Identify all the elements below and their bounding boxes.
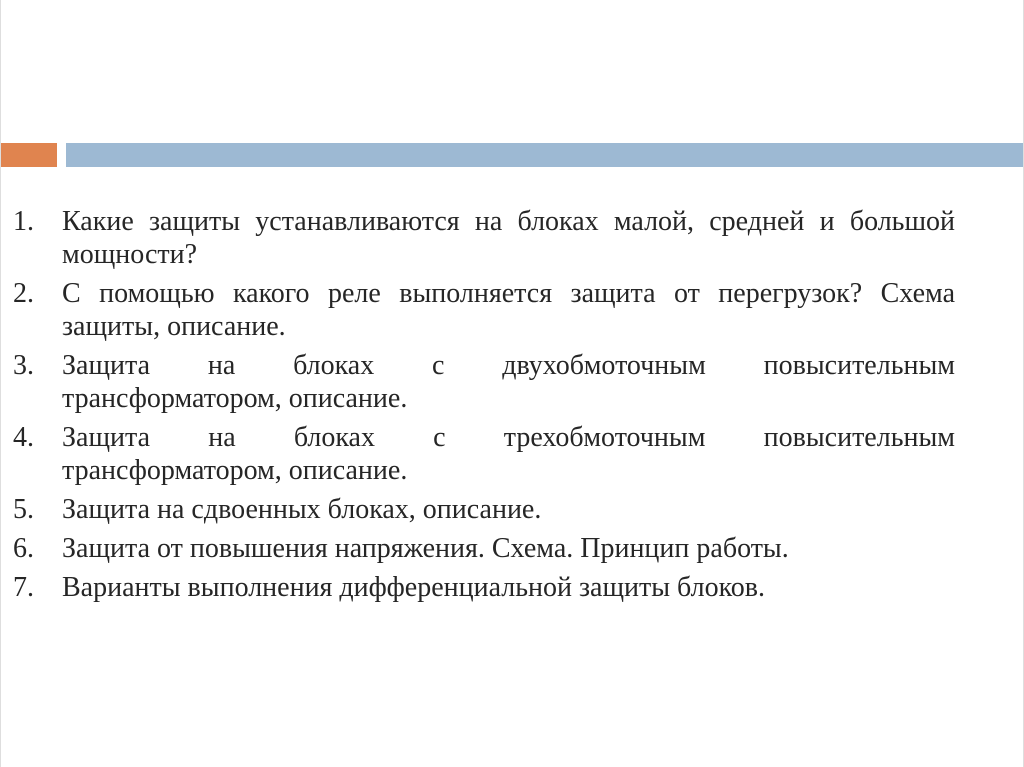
list-item-number: 7. (13, 572, 34, 603)
list-item-line: С помощью какого реле выполняется защита от перегрузок? Схема (62, 278, 955, 309)
list-item-text (62, 277, 955, 343)
list-item-text (62, 421, 955, 487)
accent-orange-block (1, 143, 57, 167)
list-item-line: Защита на блоках с трехобмоточным повысительным (62, 422, 955, 453)
list-item (13, 532, 955, 565)
list-item (13, 493, 955, 526)
list-item-number: 5. (13, 494, 34, 525)
list-item-line: трансформатором, описание. (62, 383, 408, 414)
list-item (13, 421, 955, 487)
list-item-text (62, 349, 955, 415)
list-item (13, 571, 955, 604)
list-item-line: Какие защиты устанавливаются на блоках малой, средней и большой (62, 206, 955, 237)
list-item (13, 205, 955, 271)
list-item-text (62, 493, 955, 526)
list-item-line: Варианты выполнения дифференциальной защиты блоков. (62, 572, 765, 603)
list-item-number: 2. (13, 278, 34, 309)
accent-blue-bar (66, 143, 1023, 167)
list-item-line: трансформатором, описание. (62, 455, 408, 486)
list-item-line: защиты, описание. (62, 311, 286, 342)
list-item-text (62, 571, 955, 604)
list-item-number: 6. (13, 533, 34, 564)
list-item-number: 1. (13, 206, 34, 237)
list-item-text (62, 205, 955, 271)
list-item (13, 349, 955, 415)
list-item-line: Защита на сдвоенных блоках, описание. (62, 494, 542, 525)
list-item-number: 4. (13, 422, 34, 453)
question-list (13, 205, 955, 610)
list-item-number: 3. (13, 350, 34, 381)
list-item-line: Защита от повышения напряжения. Схема. Принцип работы. (62, 533, 789, 564)
list-item-line: Защита на блоках с двухобмоточным повысительным (62, 350, 955, 381)
list-item-text (62, 532, 955, 565)
list-item (13, 277, 955, 343)
list-item-line: мощности? (62, 239, 198, 270)
